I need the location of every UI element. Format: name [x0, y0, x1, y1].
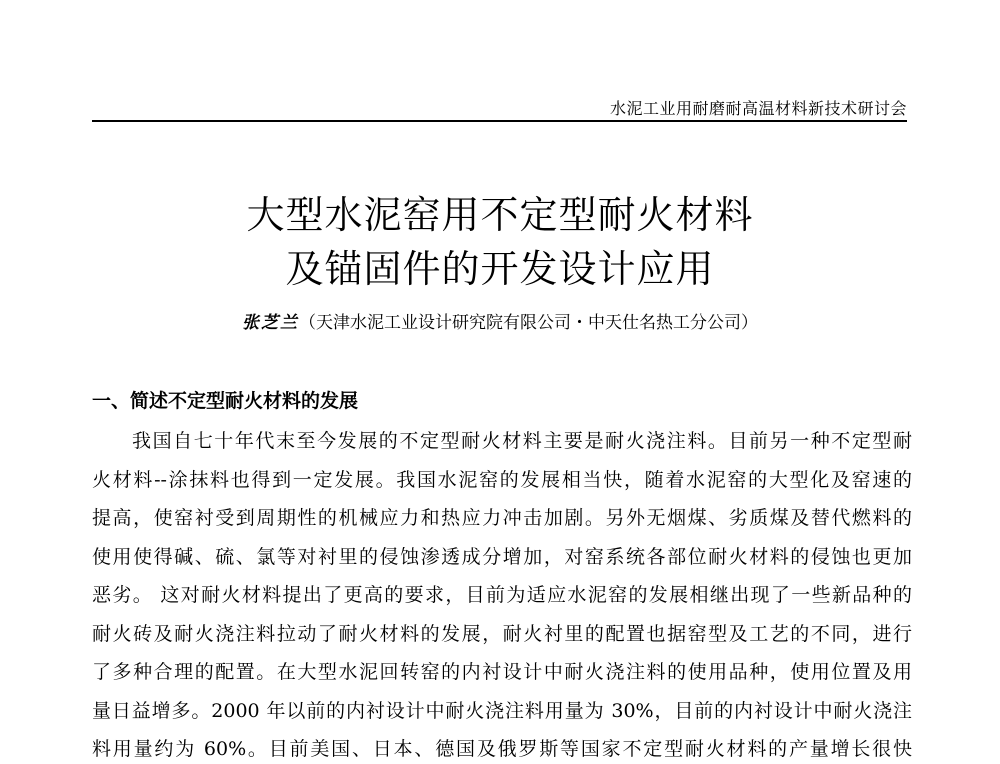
- paragraph-line: 恶劣。 这对耐火材料提出了更高的要求，目前为适应水泥窑的发展相继出现了一些新品种的: [92, 584, 912, 606]
- running-head: 水泥工业用耐磨耐高温材料新技术研讨会: [609, 99, 907, 118]
- section-heading: 一、简述不定型耐火材料的发展: [92, 390, 359, 412]
- paper-title-line-1: 大型水泥窑用不定型耐火材料: [246, 193, 754, 237]
- paragraph-line: 量日益增多。2000 年以前的内衬设计中耐火浇注料用量为 30%，目前的内衬设计中耐火浇注: [92, 700, 912, 722]
- paragraph-line: 使用使得碱、硫、氯等对衬里的侵蚀渗透成分增加，对窑系统各部位耐火材料的侵蚀也更加: [92, 546, 912, 568]
- paragraph-line: 耐火砖及耐火浇注料拉动了耐火材料的发展，耐火衬里的配置也据窑型及工艺的不同，进行: [92, 623, 912, 645]
- author-affiliation: （天津水泥工业设计研究院有限公司・中天仕名热工分公司）: [299, 313, 758, 333]
- paragraph-line: 了多种合理的配置。在大型水泥回转窑的内衬设计中耐火浇注料的使用品种，使用位置及用: [92, 661, 912, 683]
- header-rule: [92, 120, 907, 122]
- paragraph-line: 火材料--涂抹料也得到一定发展。我国水泥窑的发展相当快，随着水泥窑的大型化及窑速的: [92, 469, 912, 491]
- author-name: 张芝兰: [242, 313, 299, 333]
- byline: [0, 308, 1000, 333]
- paragraph-line: 我国自七十年代末至今发展的不定型耐火材料主要是耐火浇注料。目前另一种不定型耐: [132, 430, 912, 452]
- paper-title-line-2: 及锚固件的开发设计应用: [285, 247, 715, 291]
- paragraph-line: 料用量约为 60%。目前美国、日本、德国及俄罗斯等国家不定型耐火材料的产量增长很快: [92, 738, 912, 760]
- paragraph-line: 提高，使窑衬受到周期性的机械应力和热应力冲击加剧。另外无烟煤、劣质煤及替代燃料的: [92, 507, 912, 529]
